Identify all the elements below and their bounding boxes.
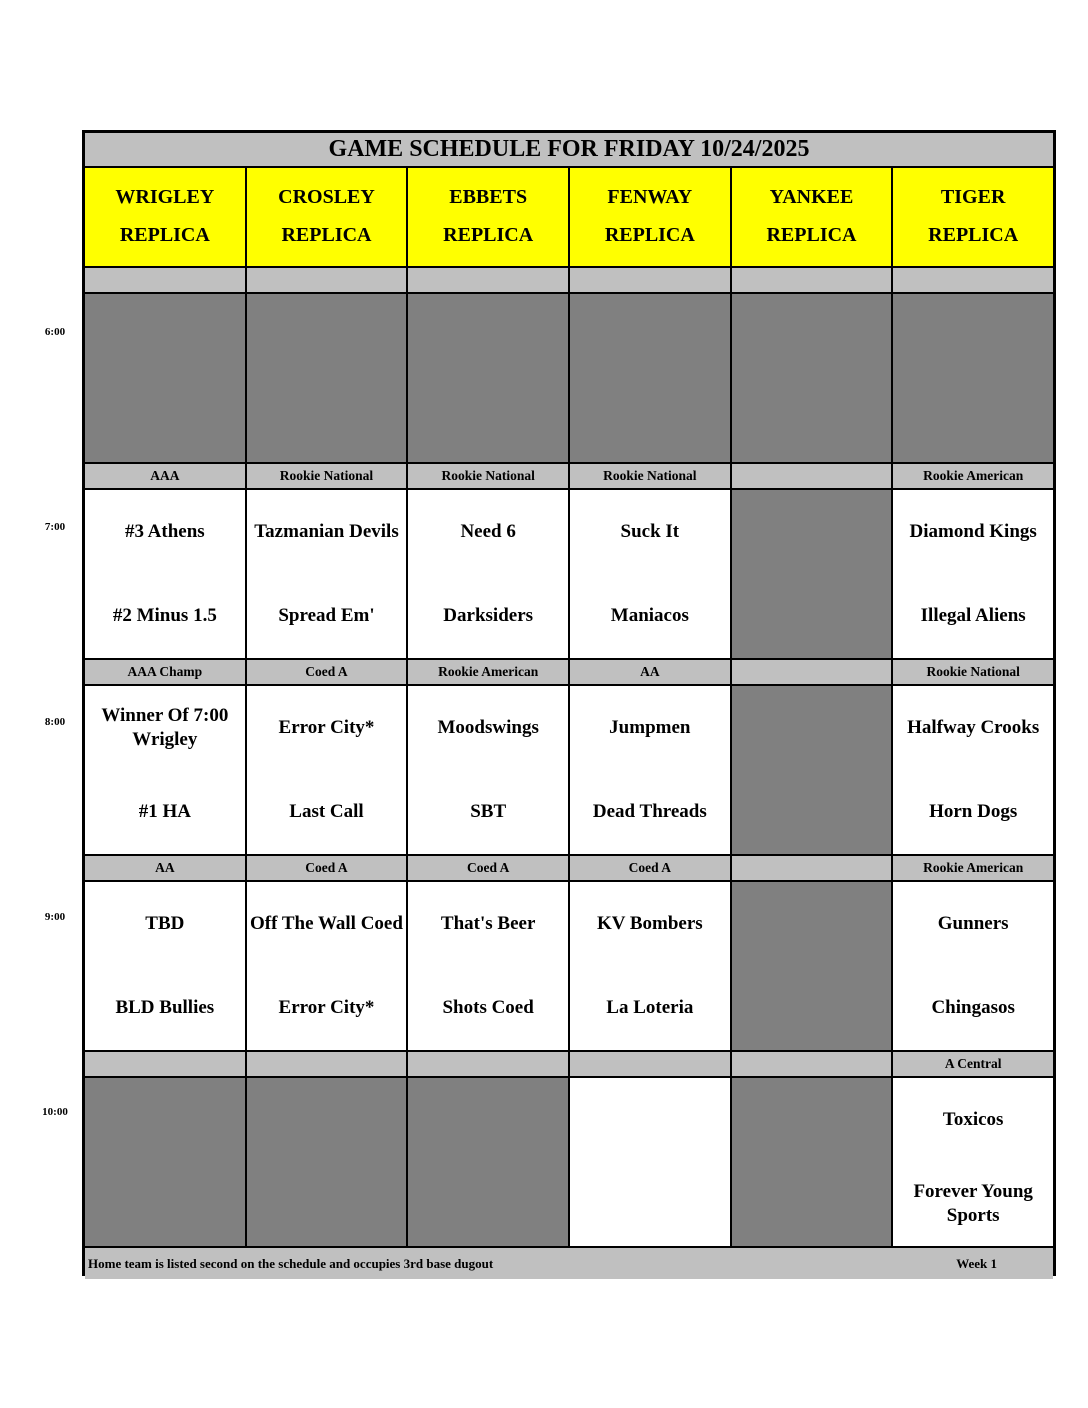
- field-header-tiger: [893, 168, 1053, 266]
- away-team: Moodswings: [437, 717, 539, 738]
- away-team: Toxicos: [942, 1109, 1004, 1130]
- away-team: Suck It: [620, 521, 680, 542]
- empty-slot: [247, 294, 407, 462]
- division-label: [732, 268, 892, 292]
- away-team: Winner Of 7:00 Wrigley: [101, 705, 229, 750]
- empty-slot: [732, 490, 892, 658]
- game-cell: [570, 882, 730, 1050]
- division-label: [408, 1052, 568, 1076]
- division-label: [570, 1052, 730, 1076]
- field-name: EBBETS: [449, 186, 528, 208]
- home-team: Last Call: [289, 801, 364, 822]
- week-label: Week 1: [956, 1255, 997, 1271]
- game-cell: [893, 1078, 1053, 1246]
- away-team: #3 Athens: [124, 521, 205, 542]
- away-team: Jumpmen: [609, 717, 691, 738]
- home-team: #2 Minus 1.5: [112, 605, 217, 626]
- division-label: [85, 268, 245, 292]
- division-label: [247, 268, 407, 292]
- division-label: Rookie National: [247, 464, 407, 488]
- division-label: AA: [570, 660, 730, 684]
- division-label: [732, 1052, 892, 1076]
- empty-slot: [732, 882, 892, 1050]
- division-label: Rookie National: [570, 464, 730, 488]
- empty-slot: [247, 1078, 407, 1246]
- field-subtitle: REPLICA: [604, 224, 695, 246]
- game-cell: [408, 490, 568, 658]
- home-team: SBT: [470, 801, 507, 822]
- division-label: Coed A: [247, 660, 407, 684]
- game-cell: [85, 686, 245, 854]
- game-cell: [247, 686, 407, 854]
- field-header-wrigley: [85, 168, 245, 266]
- game-cell: [85, 490, 245, 658]
- time-label-700: 7:00: [44, 521, 66, 533]
- game-cell: [893, 490, 1053, 658]
- field-header-ebbets: [408, 168, 568, 266]
- game-cell: [408, 882, 568, 1050]
- division-label: Rookie American: [893, 856, 1053, 880]
- away-team: Gunners: [937, 913, 1009, 934]
- field-name: TIGER: [940, 186, 1006, 208]
- home-team: Darksiders: [443, 605, 534, 626]
- home-team-note: Home team is listed second on the schedule and occupies 3rd base dugout: [88, 1255, 494, 1271]
- page-title: GAME SCHEDULE FOR FRIDAY 10/24/2025: [85, 133, 1053, 166]
- home-team: Error City*: [278, 997, 375, 1018]
- footer-note-row: [85, 1248, 1053, 1279]
- home-team: #1 HA: [138, 801, 191, 822]
- division-label: [732, 856, 892, 880]
- division-label: Rookie American: [893, 464, 1053, 488]
- away-team: Tazmanian Devils: [254, 521, 399, 542]
- field-subtitle: REPLICA: [281, 224, 372, 246]
- field-subtitle: REPLICA: [443, 224, 534, 246]
- division-label: [570, 268, 730, 292]
- time-label-900: 9:00: [44, 911, 66, 923]
- division-label: AAA Champ: [85, 660, 245, 684]
- home-team: Dead Threads: [592, 801, 707, 822]
- away-team: Halfway Crooks: [907, 717, 1040, 738]
- game-cell: [893, 882, 1053, 1050]
- game-cell: [570, 686, 730, 854]
- empty-slot: [85, 294, 245, 462]
- open-slot: [570, 1078, 730, 1246]
- empty-slot: [85, 1078, 245, 1246]
- division-label: Coed A: [408, 856, 568, 880]
- field-subtitle: REPLICA: [119, 224, 210, 246]
- home-team: Forever Young Sports: [913, 1181, 1033, 1226]
- away-team: Off The Wall Coed: [250, 913, 403, 934]
- home-team: Horn Dogs: [929, 801, 1018, 822]
- field-header-crosley: [247, 168, 407, 266]
- away-team: Need 6: [460, 521, 516, 542]
- home-team: Chingasos: [931, 997, 1015, 1018]
- time-label-600: 6:00: [44, 326, 66, 338]
- empty-slot: [732, 294, 892, 462]
- empty-slot: [732, 686, 892, 854]
- home-team: Illegal Aliens: [920, 605, 1026, 626]
- empty-slot: [408, 294, 568, 462]
- division-label: [893, 268, 1053, 292]
- field-subtitle: REPLICA: [928, 224, 1019, 246]
- division-label: [408, 268, 568, 292]
- time-label-800: 8:00: [44, 716, 66, 728]
- time-label-1000: 10:00: [42, 1106, 68, 1118]
- division-label: AA: [85, 856, 245, 880]
- home-team: Maniacos: [610, 605, 689, 626]
- game-cell: [570, 490, 730, 658]
- division-label: [732, 464, 892, 488]
- division-label: [732, 660, 892, 684]
- division-label: Rookie American: [408, 660, 568, 684]
- schedule-grid: [82, 130, 1056, 1276]
- empty-slot: [570, 294, 730, 462]
- field-header-fenway: [570, 168, 730, 266]
- field-header-yankee: [732, 168, 892, 266]
- game-cell: [893, 686, 1053, 854]
- game-cell: [408, 686, 568, 854]
- field-name: CROSLEY: [278, 186, 375, 208]
- home-team: Shots Coed: [442, 997, 534, 1018]
- away-team: KV Bombers: [596, 913, 703, 934]
- empty-slot: [408, 1078, 568, 1246]
- division-label: [247, 1052, 407, 1076]
- away-team: That's Beer: [440, 913, 536, 934]
- game-cell: [247, 882, 407, 1050]
- field-name: FENWAY: [607, 186, 693, 208]
- home-team: La Loteria: [606, 997, 694, 1018]
- division-label: AAA: [85, 464, 245, 488]
- home-team: BLD Bullies: [115, 997, 215, 1018]
- empty-slot: [893, 294, 1053, 462]
- division-label: Rookie National: [408, 464, 568, 488]
- division-label: Rookie National: [893, 660, 1053, 684]
- game-cell: [85, 882, 245, 1050]
- field-name: WRIGLEY: [115, 186, 215, 208]
- away-team: Error City*: [278, 717, 375, 738]
- division-label: [85, 1052, 245, 1076]
- away-team: TBD: [145, 913, 185, 934]
- field-subtitle: REPLICA: [766, 224, 857, 246]
- empty-slot: [732, 1078, 892, 1246]
- division-label: Coed A: [570, 856, 730, 880]
- away-team: Diamond Kings: [909, 521, 1037, 542]
- game-cell: [247, 490, 407, 658]
- division-label: A Central: [893, 1052, 1053, 1076]
- home-team: Spread Em': [278, 605, 375, 626]
- division-label: Coed A: [247, 856, 407, 880]
- field-name: YANKEE: [769, 186, 854, 208]
